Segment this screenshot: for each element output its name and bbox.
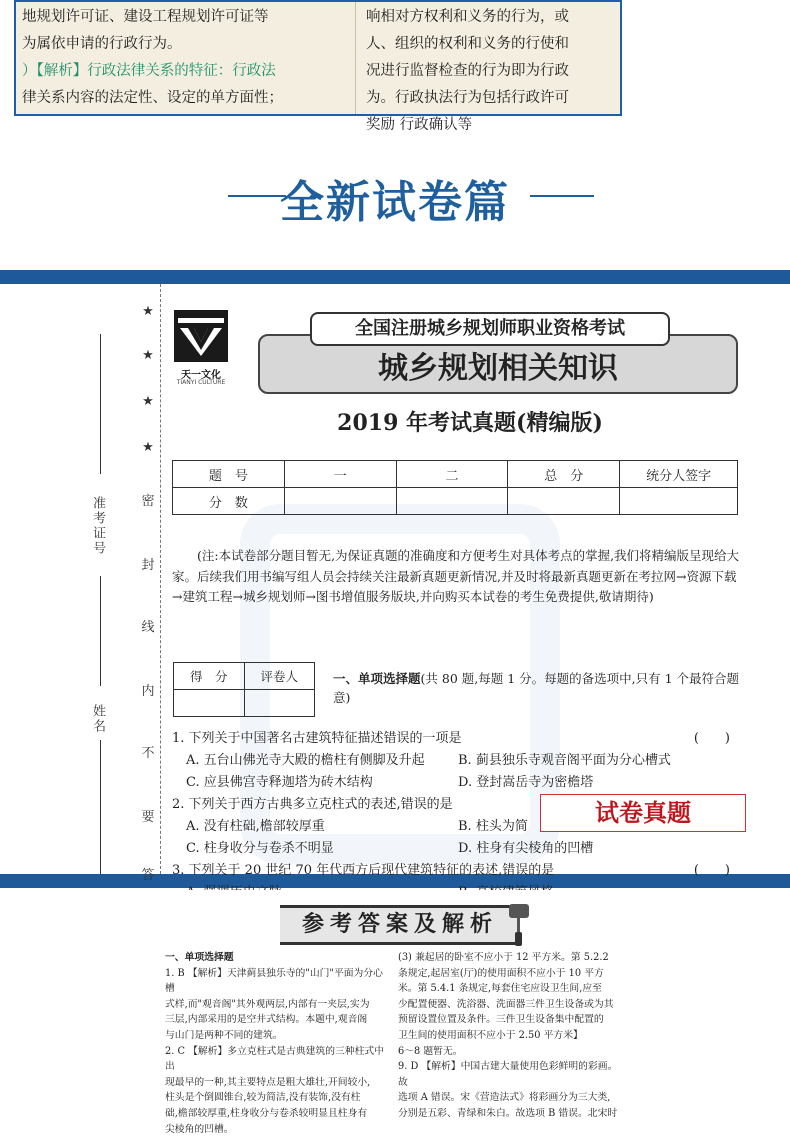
question-text: 3. 下列关于 20 世纪 70 年代西方后现代建筑特征的表述,错误的是 <box>172 863 555 878</box>
seal-char: 线 <box>141 620 155 635</box>
star-icon: ★ <box>142 304 154 319</box>
score-table <box>172 460 738 515</box>
logo-subname: TIANYI CULTURE <box>176 379 226 386</box>
table-cell: 得 分 <box>174 663 245 690</box>
option: A. 没有柱础,檐部较厚重 <box>186 819 325 834</box>
score-input-cell[interactable] <box>284 488 396 515</box>
score-input-cell[interactable] <box>396 488 508 515</box>
question-stem <box>172 728 742 750</box>
table-cell: 分 数 <box>173 488 285 515</box>
answer-line: 少配置便器、洗浴器、洗面器三件卫生设备或为其 <box>398 998 614 1010</box>
table-cell: 总 分 <box>508 461 620 488</box>
excerpt-right-column <box>360 2 622 133</box>
question-stem <box>172 860 742 882</box>
section-title: 全新试卷篇 <box>280 177 510 228</box>
excerpt-line: 为。行政执法行为包括行政许可 <box>366 90 569 106</box>
star-icon: ★ <box>142 348 154 363</box>
table-row <box>173 461 738 488</box>
name-blank-line <box>100 740 101 874</box>
answer-line: 1. B 【解析】天津蓟县独乐寺的"山门"平面为分心槽 <box>165 967 383 995</box>
excerpt-line <box>22 58 349 85</box>
seal-char: 不 <box>141 746 155 761</box>
answer-line: 分别是五彩、青绿和朱白。故选项 B 错误。北宋时 <box>398 1107 618 1119</box>
answer-line: 2. C 【解析】多立克柱式是古典建筑的三种柱式中出 <box>165 1045 385 1073</box>
seal-dashed-line <box>160 284 161 874</box>
excerpt-line: 况进行监督检查的行为即为行政 <box>366 63 569 79</box>
answer-line: 现最早的一种,其主要特点是粗大雄壮,开间较小, <box>165 1076 371 1088</box>
option-row <box>172 772 742 794</box>
table-cell: 题 号 <box>173 461 285 488</box>
grader-table <box>173 662 315 717</box>
excerpt-line: 奖励 行政确认等 <box>366 117 473 133</box>
table-cell: 二 <box>396 461 508 488</box>
paint-roller-icon <box>505 902 533 948</box>
answers-right-column <box>398 950 626 1122</box>
excerpt-line: 地规划许可证、建设工程规划许可证等 <box>22 9 269 25</box>
excerpt-line: 人、组织的权利和义务的行使和 <box>366 36 569 52</box>
excerpt-highlight: ）【解析】行政法律关系的特征：行政法 <box>22 63 276 79</box>
exam-year-title: 2019 年考试真题(精编版) <box>337 410 603 436</box>
answers-heading: 参考答案及解析 <box>280 905 520 945</box>
excerpt-line: 响相对方权利和义务的行为，或 <box>366 9 569 25</box>
table-row <box>174 663 315 690</box>
grader-input-cell[interactable] <box>244 690 314 717</box>
answer-line: 三层,内部采用的是空井式结构。本题中,观音阁 <box>165 1014 368 1026</box>
exam-title-top: 全国注册城乡规划师职业资格考试 <box>310 312 670 346</box>
answer-line: 式样,而"观音阁"其外观两层,内部有一夹层,实为 <box>165 998 370 1010</box>
star-icon: ★ <box>142 440 154 455</box>
table-cell: 统分人签字 <box>620 461 738 488</box>
seal-char: 密 <box>141 494 155 509</box>
previous-page-excerpt <box>14 0 622 133</box>
excerpt-line: 为属依申请的行政行为。 <box>22 36 182 52</box>
logo-name: 天一文化 <box>181 370 221 381</box>
answer-line: 础,檐部较厚重,柱身收分与卷杀较明显且柱身有 <box>165 1107 368 1119</box>
seal-char: 要 <box>141 810 155 825</box>
score-input-cell[interactable] <box>620 488 738 515</box>
answer-line: 选项 A 错误。宋《营造法式》将彩画分为三大类, <box>398 1092 611 1104</box>
excerpt-line: 律关系内容的法定性、设定的单方面性； <box>22 90 283 106</box>
question-text: 2. 下列关于西方古典多立克柱式的表述,错误的是 <box>172 797 453 812</box>
section-desc: (共 80 题,每题 1 分。每题的备选项中,只有 1 个最符合题意) <box>333 671 739 705</box>
option: D. 登封嵩岳寺为密檐塔 <box>458 775 594 790</box>
answer-line: 6～8 题暂无。 <box>398 1045 463 1057</box>
grader-input-cell[interactable] <box>174 690 245 717</box>
answer-line: 尖棱角的凹槽。 <box>165 1123 234 1135</box>
seal-column <box>138 284 158 883</box>
answer-line: 与山门是两种不同的建筑。 <box>165 1029 283 1041</box>
id-blank-line-2 <box>100 576 101 686</box>
table-cell: 一 <box>284 461 396 488</box>
answer-line: 预留设置位置及条件。三件卫生设备集中配置的 <box>398 1014 604 1026</box>
option: C. 柱身收分与卷杀不明显 <box>186 841 334 856</box>
answer-line: (3) 兼起居的卧室不应小于 12 平方米。第 5.2.2 <box>398 952 609 963</box>
publisher-logo <box>170 306 232 386</box>
exam-note: (注:本试卷部分题目暂无,为保证真题的准确度和方便考生对具体考点的掌握,我们将精编版呈现给大家。后续我们用书编写组人员会持续关注最新真题更新情况,并及时将最新真题更新在考拉网→资源下载→建筑工程→城乡规划师→图书增值服务版块,并向购买本试卷的考生免费提供,敬请期待) <box>172 548 740 604</box>
answers-left-column <box>165 950 387 1137</box>
section-title-banner <box>0 160 790 230</box>
option: B. 蓟县独乐寺观音阁平面为分心槽式 <box>458 753 671 768</box>
score-input-cell[interactable] <box>508 488 620 515</box>
answer-line: 米。第 5.4.1 条规定,每套住宅应设卫生间,应至 <box>398 983 602 995</box>
seal-char: 内 <box>141 684 155 699</box>
seal-char: 封 <box>141 558 155 573</box>
logo-mark-icon <box>174 310 228 362</box>
option: A. 五台山佛光寺大殿的檐柱有侧脚及升起 <box>186 753 425 768</box>
answer-line: 柱头是个倒圆锥台,较为简洁,没有装饰,没有柱 <box>165 1092 361 1104</box>
exam-preview-band <box>0 270 790 888</box>
option: D. 柱身有尖棱角的凹槽 <box>458 841 594 856</box>
section-heading <box>333 669 743 707</box>
stamp-label: 试卷真题 <box>540 794 746 832</box>
excerpt-left-column <box>16 2 356 114</box>
answer-bracket[interactable]: ( ) <box>693 731 730 746</box>
table-row <box>174 690 315 717</box>
answer-line: 条规定,起居室(厅)的使用面积不应小于 10 平方 <box>398 967 604 979</box>
question-text: 1. 下列关于中国著名古建筑特征描述错误的一项是 <box>172 731 462 746</box>
side-label-name: 姓名 <box>90 704 105 734</box>
section-title: 一、单项选择题 <box>333 671 421 686</box>
option-row <box>172 750 742 772</box>
answer-line: 一、单项选择题 <box>165 952 234 963</box>
exam-page <box>0 284 790 883</box>
seal-char: 答 <box>141 868 155 883</box>
side-label-id: 准考证号 <box>90 496 105 556</box>
star-icon: ★ <box>142 394 154 409</box>
table-row <box>173 488 738 515</box>
id-blank-line <box>100 334 101 474</box>
answer-line: 卫生间的使用面积不应小于 2.50 平方米】 <box>398 1029 583 1041</box>
exam-title-main: 城乡规划相关知识 <box>258 334 738 394</box>
option: B. 柱头为简 <box>458 819 528 834</box>
answer-bracket[interactable]: ( ) <box>693 863 730 878</box>
option-row <box>172 838 742 860</box>
option: C. 应县佛宫寺释迦塔为砖木结构 <box>186 775 373 790</box>
answer-line: 9. D 【解析】中国古建大量使用色彩鲜明的彩画。故 <box>398 1061 618 1088</box>
table-cell: 评卷人 <box>244 663 314 690</box>
